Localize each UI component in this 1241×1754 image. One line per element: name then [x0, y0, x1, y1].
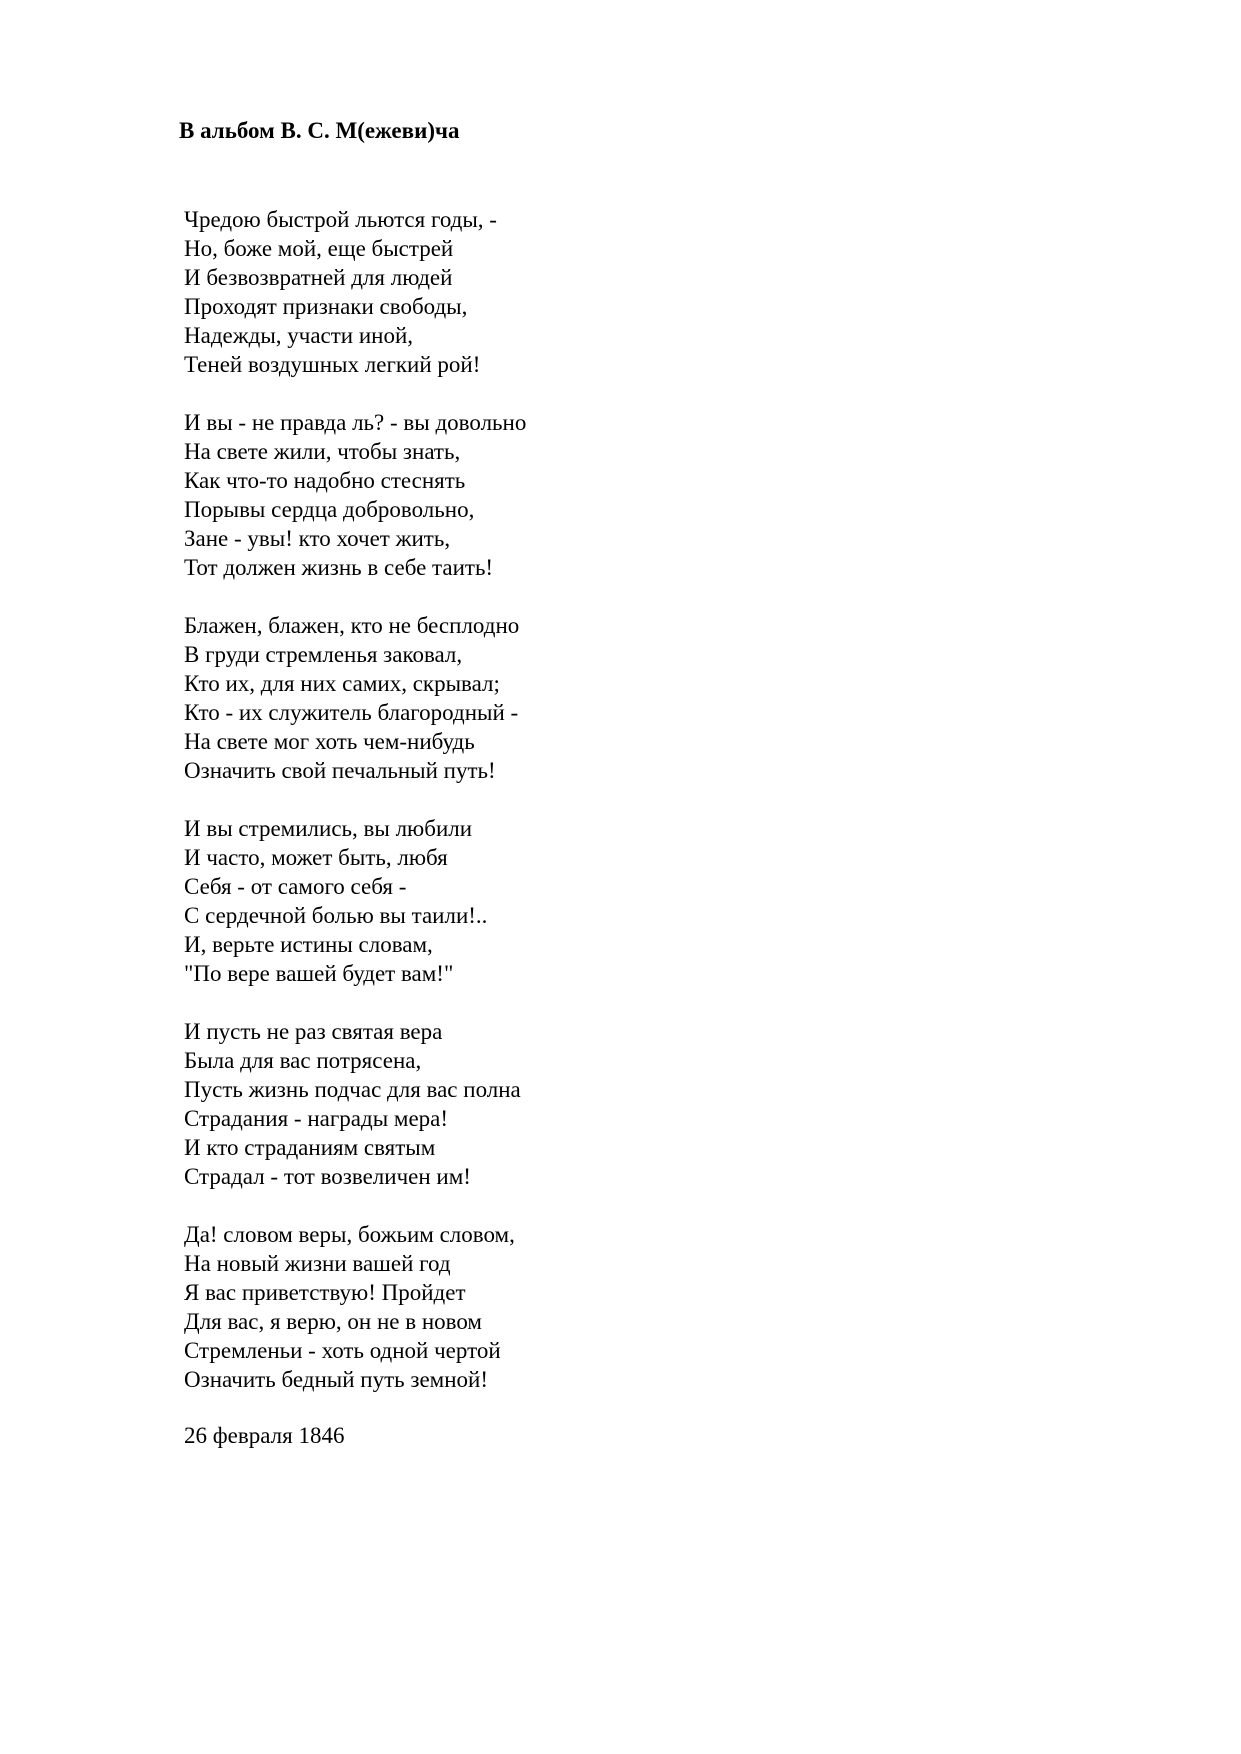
poem-line: Блажен, блажен, кто не бесплодно: [184, 613, 520, 638]
poem-line: И безвозвратней для людей: [184, 265, 453, 290]
poem-line: И пусть не раз святая вера: [184, 1019, 443, 1044]
stanza-1: [184, 205, 526, 379]
poem-line: Порывы сердца добровольно,: [184, 497, 475, 522]
stanza-6: [184, 1220, 526, 1394]
poem-date: 26 февраля 1846: [184, 1423, 345, 1448]
poem-line: Чредою быстрой льются годы, -: [184, 207, 497, 232]
poem-line: Страдания - награды мера!: [184, 1106, 449, 1131]
poem-line: Пусть жизнь подчас для вас полна: [184, 1077, 521, 1102]
poem-line: И кто страданиям святым: [184, 1135, 436, 1160]
poem-line: Проходят признаки свободы,: [184, 294, 468, 319]
poem-line: Как что-то надобно стеснять: [184, 468, 466, 493]
poem-line: Зане - увы! кто хочет жить,: [184, 526, 451, 551]
poem-line: На свете мог хоть чем-нибудь: [184, 729, 475, 754]
stanza-3: [184, 611, 526, 785]
poem-line: На новый жизни вашей год: [184, 1251, 451, 1276]
poem-line: Страдал - тот возвеличен им!: [184, 1164, 471, 1189]
poem-line: Себя - от самого себя -: [184, 874, 407, 899]
poem-line: Но, боже мой, еще быстрей: [184, 236, 454, 261]
stanza-4: [184, 814, 526, 988]
poem-line: Стремленьи - хоть одной чертой: [184, 1338, 501, 1363]
poem-line: На свете жили, чтобы знать,: [184, 439, 461, 464]
poem-line: Кто их, для них самих, скрывал;: [184, 671, 500, 696]
stanza-5: [184, 1017, 526, 1191]
poem-line: И вы - не правда ль? - вы довольно: [184, 410, 527, 435]
poem-line: Кто - их служитель благородный -: [184, 700, 519, 725]
poem-line: И вы стремились, вы любили: [184, 816, 473, 841]
poem-line: Тот должен жизнь в себе таить!: [184, 555, 494, 580]
poem-line: Теней воздушных легкий рой!: [184, 352, 481, 377]
poem-line: Надежды, участи иной,: [184, 323, 414, 348]
poem-line: Означить свой печальный путь!: [184, 758, 496, 783]
poem-line: В груди стремленья заковал,: [184, 642, 463, 667]
poem-line: Была для вас потрясена,: [184, 1048, 422, 1073]
poem-line: С сердечной болью вы таили!..: [184, 903, 488, 928]
poem-line: И часто, может быть, любя: [184, 845, 448, 870]
poem-line: И, верьте истины словам,: [184, 932, 433, 957]
poem-line: "По вере вашей будет вам!": [184, 961, 454, 986]
poem-line: Да! словом веры, божьим словом,: [184, 1222, 515, 1247]
poem-line: Я вас приветствую! Пройдет: [184, 1280, 466, 1305]
poem-title: В альбом В. С. М(ежеви)ча: [179, 118, 460, 143]
stanza-2: [184, 408, 526, 582]
poem-body: [184, 205, 526, 1450]
poem-line: Для вас, я верю, он не в новом: [184, 1309, 482, 1334]
poem-line: Означить бедный путь земной!: [184, 1367, 489, 1392]
